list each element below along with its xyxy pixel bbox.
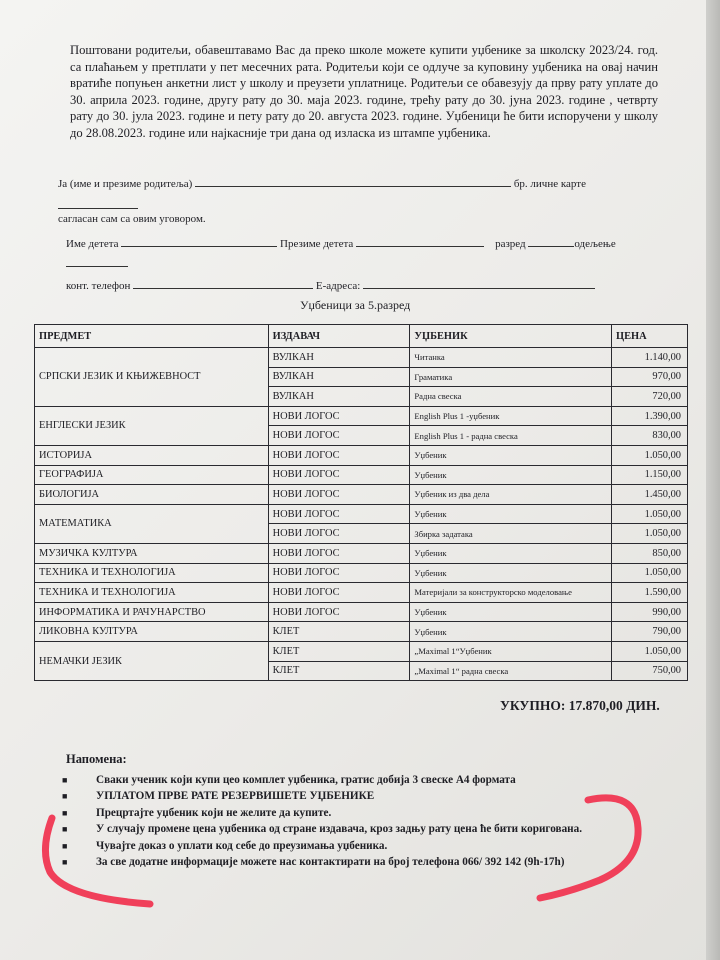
cell-textbook: Збирка задатака (410, 524, 612, 544)
note-text: Прецртајте уџбеник који не желите да купите. (96, 806, 332, 819)
cell-textbook: English Plus 1 - радна свеска (410, 426, 612, 446)
cell-textbook: Граматика (410, 367, 612, 387)
cell-publisher: НОВИ ЛОГОС (268, 426, 410, 446)
cell-textbook: Материјали за конструкторско моделовање (410, 583, 612, 603)
cell-publisher: НОВИ ЛОГОС (268, 602, 410, 622)
total-amount: УКУПНО: 17.870,00 ДИН. (500, 698, 660, 713)
phone-label: конт. телефон (66, 280, 131, 292)
cell-price: 850,00 (612, 543, 688, 563)
cell-publisher: КЛЕТ (268, 622, 410, 642)
cell-price: 1.050,00 (612, 563, 688, 583)
note-text: За све додатне информације можете нас контактирати на број телефона 066/ 392 142 (9h-17h) (96, 855, 565, 868)
cell-price: 1.450,00 (612, 485, 688, 505)
agree-label: сагласан сам са овим уговором. (58, 213, 206, 225)
intro-paragraph: Поштовани родитељи, обавештавамо Вас да преко школе можете купити уџбенике за школску 2023/24. год. са плаћањем у претплати у пет месечних рата. Родитељи који се одлуче за куповину уџбеника на овај начин вратиће попуњен анкетни лист у школу и преузети уплатнице. Родитељи се обавезују да прву рату уплате до 30. априла 2023. године, другу рату до 30. маја 2023. године, трећу рату до 30. јуна 2023. године , четврту рату до 30. јула 2023. године и пету рату до 20. августа 2023. године. Уџбеници ће бити испоручени у школу до 28.08.2023. године или најкасније три дана од изласка из штампе уџбеника. (70, 43, 658, 140)
cell-price: 1.050,00 (612, 641, 688, 661)
header-publisher: ИЗДАВАЧ (268, 325, 410, 348)
bullet-icon: ■ (62, 775, 68, 785)
bullet-icon: ■ (62, 824, 68, 835)
bullet-icon: ■ (62, 840, 68, 851)
cell-subject: ИНФОРМАТИКА И РАЧУНАРСТВО (35, 602, 269, 622)
grade-label: разред (495, 238, 526, 250)
cell-price: 1.050,00 (612, 504, 688, 524)
cell-textbook: Уџбеник (410, 622, 612, 642)
cell-subject: БИОЛОГИЈА (35, 485, 269, 505)
cell-textbook: English Plus 1 -уџбеник (410, 406, 612, 426)
cell-publisher: НОВИ ЛОГОС (268, 563, 410, 583)
cell-subject: МУЗИЧКА КУЛТУРА (35, 543, 269, 563)
cell-price: 1.050,00 (612, 445, 688, 465)
header-price: ЦЕНА (612, 325, 688, 348)
cell-publisher: НОВИ ЛОГОС (268, 465, 410, 485)
cell-price: 1.590,00 (612, 583, 688, 603)
cell-subject: ИСТОРИЈА (35, 445, 269, 465)
cell-price: 970,00 (612, 367, 688, 387)
cell-publisher: НОВИ ЛОГОС (268, 406, 410, 426)
cell-price: 1.050,00 (612, 524, 688, 544)
cell-publisher: ВУЛКАН (268, 367, 410, 387)
cell-publisher: КЛЕТ (268, 641, 410, 661)
cell-subject: ЕНГЛЕСКИ ЈЕЗИК (35, 406, 269, 445)
cell-publisher: НОВИ ЛОГОС (268, 445, 410, 465)
note-text: Чувајте доказ о уплати код себе до преузимања уџбеника. (96, 839, 388, 852)
email-label: Е-адреса: (315, 280, 361, 292)
header-subject: ПРЕДМЕТ (35, 325, 269, 348)
cell-textbook: Уџбеник (410, 504, 612, 524)
parent-label: Ја (име и презиме родитеља) (58, 178, 193, 190)
note-text: Сваки ученик који купи цео комплет уџбеника, гратис добија 3 свеске А4 формата (96, 774, 516, 786)
bullet-icon: ■ (62, 791, 68, 802)
cell-publisher: НОВИ ЛОГОС (268, 583, 410, 603)
cell-publisher: КЛЕТ (268, 661, 410, 681)
cell-textbook: Уџбеник (410, 445, 612, 465)
cell-price: 750,00 (612, 661, 688, 681)
cell-textbook: Уџбеник из два дела (410, 485, 612, 505)
cell-publisher: ВУЛКАН (268, 387, 410, 407)
cell-publisher: НОВИ ЛОГОС (268, 543, 410, 563)
child-name-label: Име детета (66, 238, 119, 250)
marker-stroke-left (45, 818, 150, 904)
note-text: УПЛАТОМ ПРВЕ РАТЕ РЕЗЕРВИШЕТЕ УЏБЕНИКЕ (96, 790, 375, 803)
cell-price: 720,00 (612, 387, 688, 407)
cell-price: 1.140,00 (612, 348, 688, 368)
cell-price: 1.150,00 (612, 465, 688, 485)
cell-subject: ТЕХНИКА И ТЕХНОЛОГИЈА (35, 583, 269, 603)
cell-price: 830,00 (612, 426, 688, 446)
section-label: одељење (574, 238, 616, 250)
bullet-icon: ■ (62, 807, 68, 818)
cell-textbook: Уџбеник (410, 543, 612, 563)
cell-textbook: Читанка (410, 348, 612, 368)
cell-textbook: „Maximal 1“Уџбеник (410, 641, 612, 661)
cell-textbook: Радна свеска (410, 387, 612, 407)
marker-stroke-right (540, 798, 638, 898)
cell-textbook: „Maximal 1“ радна свеска (410, 661, 612, 681)
id-card-label: бр. личне карте (513, 178, 586, 190)
note-text: У случају промене цена уџбеника од стране издавача, кроз задњу рату цена ће бити коригована. (96, 823, 583, 836)
cell-publisher: НОВИ ЛОГОС (268, 485, 410, 505)
cell-subject: НЕМАЧКИ ЈЕЗИК (35, 641, 269, 680)
cell-publisher: ВУЛКАН (268, 348, 410, 368)
header-textbook: УЏБЕНИК (410, 325, 612, 348)
cell-subject: ГЕОГРАФИЈА (35, 465, 269, 485)
table-title: Уџбеници за 5.разред (300, 298, 411, 312)
cell-textbook: Уџбеник (410, 465, 612, 485)
cell-textbook: Уџбеник (410, 563, 612, 583)
cell-subject: МАТЕМАТИКА (35, 504, 269, 543)
cell-price: 790,00 (612, 622, 688, 642)
notes-title: Напомена: (66, 752, 127, 766)
cell-publisher: НОВИ ЛОГОС (268, 504, 410, 524)
cell-textbook: Уџбеник (410, 602, 612, 622)
cell-subject: ЛИКОВНА КУЛТУРА (35, 622, 269, 642)
cell-publisher: НОВИ ЛОГОС (268, 524, 410, 544)
cell-subject: СРПСКИ ЈЕЗИК И КЊИЖЕВНОСТ (35, 348, 269, 407)
cell-subject: ТЕХНИКА И ТЕХНОЛОГИЈА (35, 563, 269, 583)
cell-price: 1.390,00 (612, 406, 688, 426)
cell-price: 990,00 (612, 602, 688, 622)
bullet-icon: ■ (62, 856, 68, 867)
child-surname-label: Презиме детета (280, 238, 354, 250)
